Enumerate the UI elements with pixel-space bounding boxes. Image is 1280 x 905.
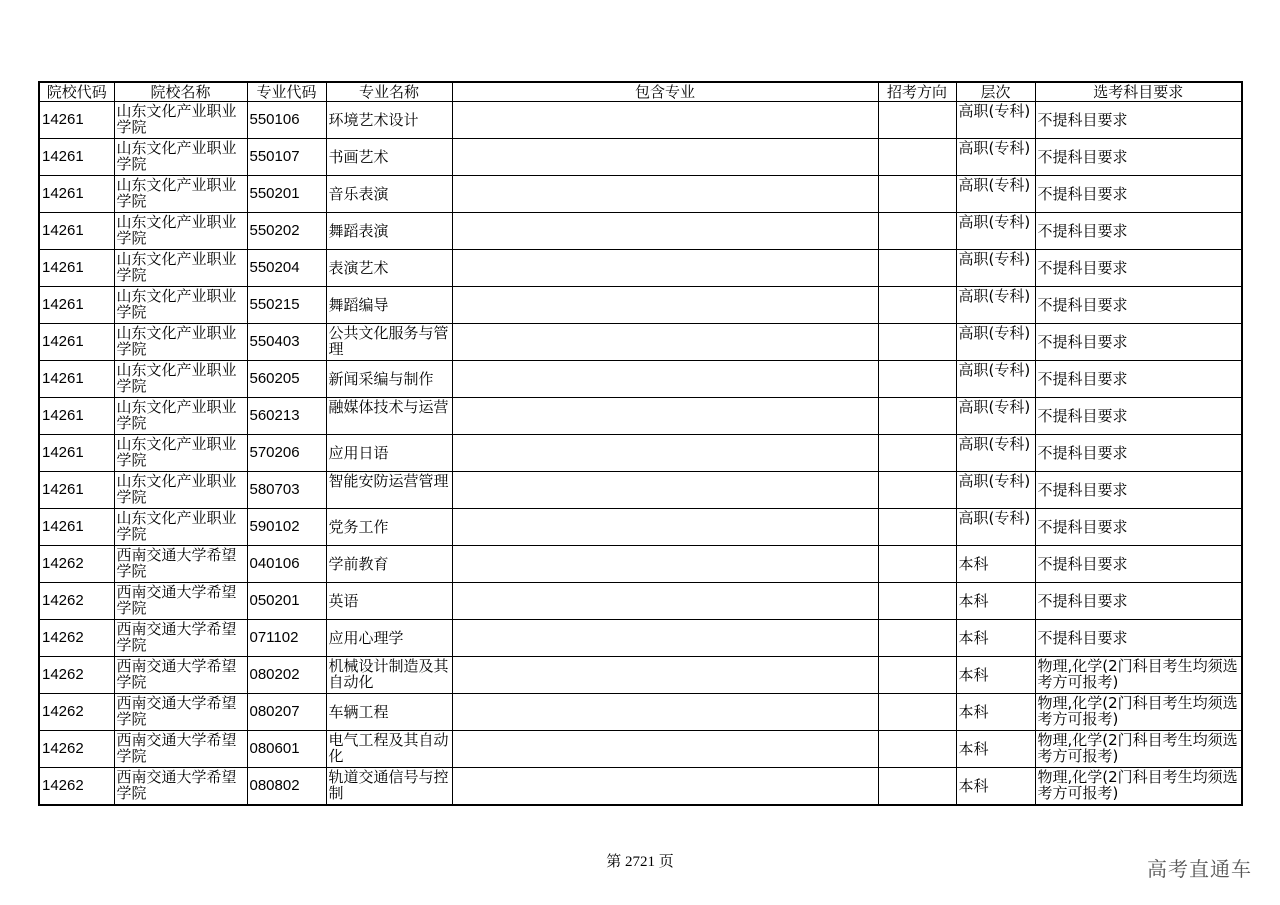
exam-direction-cell bbox=[878, 102, 956, 139]
included-majors-cell bbox=[452, 768, 878, 805]
included-majors-cell bbox=[452, 176, 878, 213]
level-cell: 高职(专科) bbox=[956, 361, 1035, 398]
table-row bbox=[39, 324, 1242, 361]
school-name-cell: 山东文化产业职业学院 bbox=[114, 472, 247, 509]
major-code-cell: 550204 bbox=[247, 250, 326, 287]
table-row bbox=[39, 657, 1242, 694]
subject-requirement-cell: 物理,化学(2门科目考生均须选考方可报考) bbox=[1035, 731, 1242, 768]
exam-direction-cell bbox=[878, 768, 956, 805]
level-cell: 本科 bbox=[956, 731, 1035, 768]
school-name-cell: 山东文化产业职业学院 bbox=[114, 250, 247, 287]
exam-direction-cell bbox=[878, 657, 956, 694]
major-code-cell: 560213 bbox=[247, 398, 326, 435]
school-code-cell: 14261 bbox=[39, 324, 114, 361]
watermark-text: 高考直通车 bbox=[1147, 857, 1252, 881]
major-code-cell: 560205 bbox=[247, 361, 326, 398]
major-code-cell: 050201 bbox=[247, 583, 326, 620]
header-exam-direction: 招考方向 bbox=[878, 82, 956, 102]
level-cell: 高职(专科) bbox=[956, 435, 1035, 472]
included-majors-cell bbox=[452, 139, 878, 176]
major-code-cell: 570206 bbox=[247, 435, 326, 472]
level-cell: 本科 bbox=[956, 546, 1035, 583]
exam-direction-cell bbox=[878, 472, 956, 509]
subject-requirement-cell: 不提科目要求 bbox=[1035, 546, 1242, 583]
school-code-cell: 14261 bbox=[39, 398, 114, 435]
school-name-cell: 山东文化产业职业学院 bbox=[114, 287, 247, 324]
school-code-cell: 14262 bbox=[39, 657, 114, 694]
table-row bbox=[39, 250, 1242, 287]
school-name-cell: 西南交通大学希望学院 bbox=[114, 694, 247, 731]
school-code-cell: 14261 bbox=[39, 139, 114, 176]
exam-direction-cell bbox=[878, 731, 956, 768]
included-majors-cell bbox=[452, 657, 878, 694]
school-name-cell: 山东文化产业职业学院 bbox=[114, 176, 247, 213]
major-code-cell: 080207 bbox=[247, 694, 326, 731]
level-cell: 高职(专科) bbox=[956, 139, 1035, 176]
exam-direction-cell bbox=[878, 546, 956, 583]
subject-requirement-cell: 不提科目要求 bbox=[1035, 139, 1242, 176]
table-row bbox=[39, 139, 1242, 176]
table-row bbox=[39, 546, 1242, 583]
header-school-name: 院校名称 bbox=[114, 82, 247, 102]
exam-direction-cell bbox=[878, 324, 956, 361]
subject-requirement-cell: 不提科目要求 bbox=[1035, 287, 1242, 324]
level-cell: 高职(专科) bbox=[956, 250, 1035, 287]
school-code-cell: 14262 bbox=[39, 546, 114, 583]
included-majors-cell bbox=[452, 361, 878, 398]
subject-requirement-cell: 物理,化学(2门科目考生均须选考方可报考) bbox=[1035, 657, 1242, 694]
table-row bbox=[39, 620, 1242, 657]
exam-direction-cell bbox=[878, 361, 956, 398]
school-code-cell: 14261 bbox=[39, 213, 114, 250]
major-name-cell: 新闻采编与制作 bbox=[326, 361, 452, 398]
subject-requirement-cell: 不提科目要求 bbox=[1035, 213, 1242, 250]
school-code-cell: 14261 bbox=[39, 361, 114, 398]
table-row bbox=[39, 398, 1242, 435]
included-majors-cell bbox=[452, 213, 878, 250]
major-name-cell: 表演艺术 bbox=[326, 250, 452, 287]
admission-table bbox=[38, 81, 1243, 806]
table-row bbox=[39, 361, 1242, 398]
exam-direction-cell bbox=[878, 287, 956, 324]
table-row bbox=[39, 694, 1242, 731]
school-code-cell: 14261 bbox=[39, 472, 114, 509]
school-code-cell: 14261 bbox=[39, 250, 114, 287]
school-name-cell: 山东文化产业职业学院 bbox=[114, 435, 247, 472]
included-majors-cell bbox=[452, 731, 878, 768]
included-majors-cell bbox=[452, 102, 878, 139]
included-majors-cell bbox=[452, 287, 878, 324]
major-name-cell: 应用心理学 bbox=[326, 620, 452, 657]
included-majors-cell bbox=[452, 509, 878, 546]
exam-direction-cell bbox=[878, 398, 956, 435]
level-cell: 高职(专科) bbox=[956, 472, 1035, 509]
header-major-code: 专业代码 bbox=[247, 82, 326, 102]
level-cell: 高职(专科) bbox=[956, 102, 1035, 139]
school-code-cell: 14262 bbox=[39, 620, 114, 657]
included-majors-cell bbox=[452, 546, 878, 583]
table-row bbox=[39, 176, 1242, 213]
school-name-cell: 西南交通大学希望学院 bbox=[114, 583, 247, 620]
major-code-cell: 040106 bbox=[247, 546, 326, 583]
school-code-cell: 14262 bbox=[39, 583, 114, 620]
major-code-cell: 071102 bbox=[247, 620, 326, 657]
school-code-cell: 14261 bbox=[39, 509, 114, 546]
subject-requirement-cell: 物理,化学(2门科目考生均须选考方可报考) bbox=[1035, 694, 1242, 731]
exam-direction-cell bbox=[878, 139, 956, 176]
exam-direction-cell bbox=[878, 213, 956, 250]
school-code-cell: 14261 bbox=[39, 102, 114, 139]
header-level: 层次 bbox=[956, 82, 1035, 102]
major-code-cell: 550202 bbox=[247, 213, 326, 250]
subject-requirement-cell: 物理,化学(2门科目考生均须选考方可报考) bbox=[1035, 768, 1242, 805]
level-cell: 高职(专科) bbox=[956, 324, 1035, 361]
included-majors-cell bbox=[452, 250, 878, 287]
header-major-name: 专业名称 bbox=[326, 82, 452, 102]
school-code-cell: 14261 bbox=[39, 176, 114, 213]
subject-requirement-cell: 不提科目要求 bbox=[1035, 435, 1242, 472]
table-row bbox=[39, 472, 1242, 509]
major-name-cell: 融媒体技术与运营 bbox=[326, 398, 452, 435]
major-code-cell: 580703 bbox=[247, 472, 326, 509]
exam-direction-cell bbox=[878, 250, 956, 287]
major-name-cell: 应用日语 bbox=[326, 435, 452, 472]
major-code-cell: 590102 bbox=[247, 509, 326, 546]
major-code-cell: 080202 bbox=[247, 657, 326, 694]
exam-direction-cell bbox=[878, 694, 956, 731]
header-included-majors: 包含专业 bbox=[452, 82, 878, 102]
included-majors-cell bbox=[452, 620, 878, 657]
major-name-cell: 机械设计制造及其自动化 bbox=[326, 657, 452, 694]
school-code-cell: 14261 bbox=[39, 435, 114, 472]
subject-requirement-cell: 不提科目要求 bbox=[1035, 250, 1242, 287]
school-name-cell: 山东文化产业职业学院 bbox=[114, 398, 247, 435]
level-cell: 本科 bbox=[956, 657, 1035, 694]
school-name-cell: 山东文化产业职业学院 bbox=[114, 324, 247, 361]
level-cell: 本科 bbox=[956, 620, 1035, 657]
major-code-cell: 550201 bbox=[247, 176, 326, 213]
level-cell: 高职(专科) bbox=[956, 509, 1035, 546]
level-cell: 高职(专科) bbox=[956, 287, 1035, 324]
level-cell: 高职(专科) bbox=[956, 398, 1035, 435]
level-cell: 本科 bbox=[956, 768, 1035, 805]
table-row bbox=[39, 509, 1242, 546]
subject-requirement-cell: 不提科目要求 bbox=[1035, 583, 1242, 620]
school-code-cell: 14262 bbox=[39, 694, 114, 731]
included-majors-cell bbox=[452, 435, 878, 472]
major-name-cell: 音乐表演 bbox=[326, 176, 452, 213]
school-name-cell: 山东文化产业职业学院 bbox=[114, 361, 247, 398]
exam-direction-cell bbox=[878, 509, 956, 546]
subject-requirement-cell: 不提科目要求 bbox=[1035, 398, 1242, 435]
header-school-code: 院校代码 bbox=[39, 82, 114, 102]
major-name-cell: 车辆工程 bbox=[326, 694, 452, 731]
major-name-cell: 舞蹈表演 bbox=[326, 213, 452, 250]
major-code-cell: 550107 bbox=[247, 139, 326, 176]
school-name-cell: 西南交通大学希望学院 bbox=[114, 731, 247, 768]
school-name-cell: 西南交通大学希望学院 bbox=[114, 546, 247, 583]
table-row bbox=[39, 102, 1242, 139]
header-subject-requirement: 选考科目要求 bbox=[1035, 82, 1242, 102]
table-row bbox=[39, 731, 1242, 768]
school-name-cell: 西南交通大学希望学院 bbox=[114, 768, 247, 805]
school-name-cell: 西南交通大学希望学院 bbox=[114, 657, 247, 694]
major-name-cell: 书画艺术 bbox=[326, 139, 452, 176]
school-name-cell: 山东文化产业职业学院 bbox=[114, 509, 247, 546]
major-code-cell: 550215 bbox=[247, 287, 326, 324]
subject-requirement-cell: 不提科目要求 bbox=[1035, 324, 1242, 361]
school-code-cell: 14262 bbox=[39, 731, 114, 768]
subject-requirement-cell: 不提科目要求 bbox=[1035, 472, 1242, 509]
major-name-cell: 环境艺术设计 bbox=[326, 102, 452, 139]
school-code-cell: 14261 bbox=[39, 287, 114, 324]
included-majors-cell bbox=[452, 694, 878, 731]
exam-direction-cell bbox=[878, 620, 956, 657]
level-cell: 高职(专科) bbox=[956, 213, 1035, 250]
included-majors-cell bbox=[452, 472, 878, 509]
major-name-cell: 党务工作 bbox=[326, 509, 452, 546]
major-name-cell: 电气工程及其自动化 bbox=[326, 731, 452, 768]
exam-direction-cell bbox=[878, 583, 956, 620]
major-name-cell: 智能安防运营管理 bbox=[326, 472, 452, 509]
included-majors-cell bbox=[452, 398, 878, 435]
subject-requirement-cell: 不提科目要求 bbox=[1035, 509, 1242, 546]
major-code-cell: 550403 bbox=[247, 324, 326, 361]
table-row bbox=[39, 287, 1242, 324]
exam-direction-cell bbox=[878, 176, 956, 213]
school-name-cell: 山东文化产业职业学院 bbox=[114, 213, 247, 250]
level-cell: 本科 bbox=[956, 694, 1035, 731]
major-name-cell: 英语 bbox=[326, 583, 452, 620]
exam-direction-cell bbox=[878, 435, 956, 472]
major-name-cell: 舞蹈编导 bbox=[326, 287, 452, 324]
major-name-cell: 轨道交通信号与控制 bbox=[326, 768, 452, 805]
included-majors-cell bbox=[452, 324, 878, 361]
table-row bbox=[39, 583, 1242, 620]
subject-requirement-cell: 不提科目要求 bbox=[1035, 176, 1242, 213]
subject-requirement-cell: 不提科目要求 bbox=[1035, 102, 1242, 139]
level-cell: 高职(专科) bbox=[956, 176, 1035, 213]
table-row bbox=[39, 435, 1242, 472]
major-name-cell: 学前教育 bbox=[326, 546, 452, 583]
major-code-cell: 080601 bbox=[247, 731, 326, 768]
school-code-cell: 14262 bbox=[39, 768, 114, 805]
major-name-cell: 公共文化服务与管理 bbox=[326, 324, 452, 361]
table-row bbox=[39, 213, 1242, 250]
school-name-cell: 山东文化产业职业学院 bbox=[114, 102, 247, 139]
table-row bbox=[39, 768, 1242, 805]
header-row bbox=[39, 82, 1242, 102]
subject-requirement-cell: 不提科目要求 bbox=[1035, 620, 1242, 657]
level-cell: 本科 bbox=[956, 583, 1035, 620]
subject-requirement-cell: 不提科目要求 bbox=[1035, 361, 1242, 398]
page-number: 第 2721 页 bbox=[606, 854, 674, 870]
major-code-cell: 080802 bbox=[247, 768, 326, 805]
school-name-cell: 山东文化产业职业学院 bbox=[114, 139, 247, 176]
major-code-cell: 550106 bbox=[247, 102, 326, 139]
school-name-cell: 西南交通大学希望学院 bbox=[114, 620, 247, 657]
included-majors-cell bbox=[452, 583, 878, 620]
